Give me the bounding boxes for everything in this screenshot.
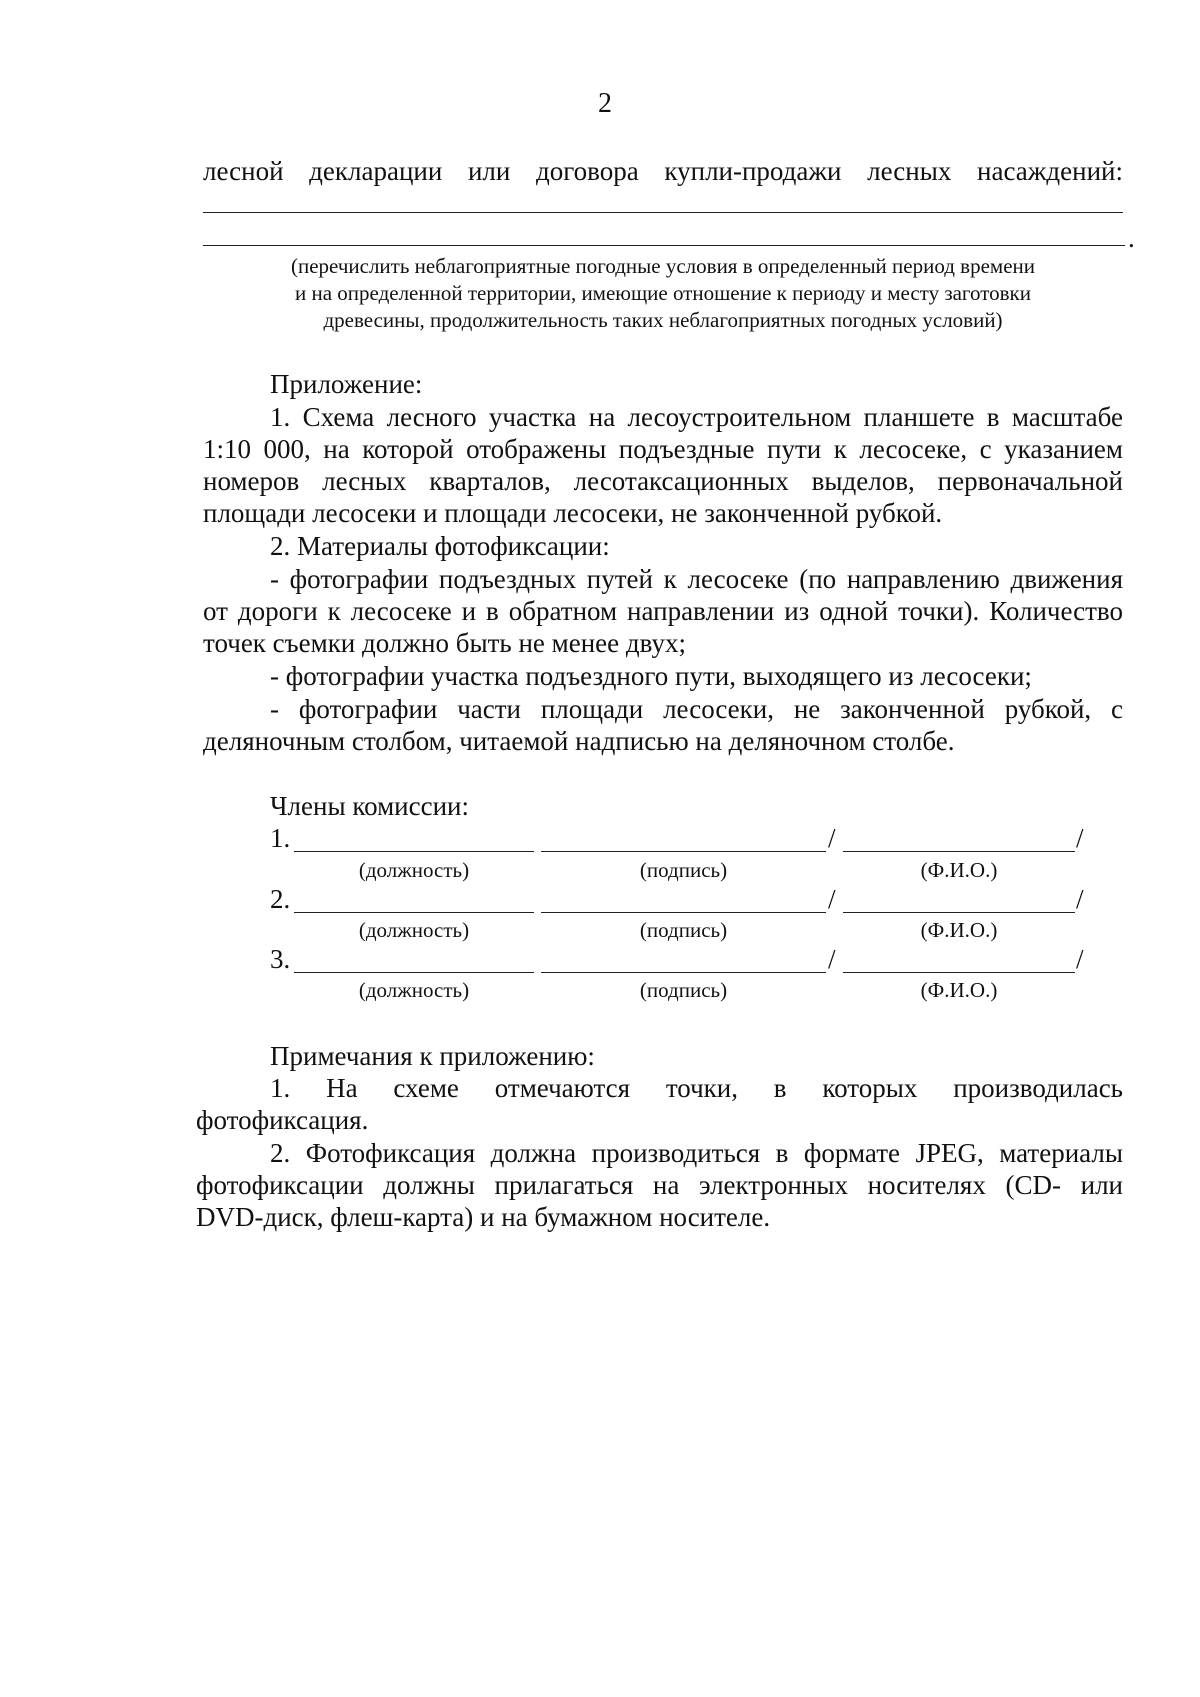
member-1-signature-label: (подпись) [639,858,728,882]
appendix-bullet1-line-1: - фотографии подъездных путей к лесосеке (по направлению движения [270,564,1123,594]
appendix-bullet3-line-1: - фотографии части площади лесосеки, не законченной рубкой, с [270,694,1123,724]
member-2-signature-label: (подпись) [639,918,728,942]
note-1-line-2: фотофиксация. [196,1105,369,1135]
member-3-name-label: (Ф.И.О.) [920,978,998,1002]
appendix-bullet2: - фотографии участка подъездного пути, выходящего из лесосеки; [270,661,1032,691]
appendix-item1-line-2: 1:10 000, на которой отображены подъездные пути к лесосеке, с указанием [203,434,1123,464]
member-2-signature-line [541,912,826,913]
appendix-item1-line-4: площади лесосеки и площади лесосеки, не законченной рубкой. [203,498,943,528]
appendix-item1-line-1: 1. Схема лесного участка на лесоустроительном планшете в масштабе [270,402,1123,432]
fill-instruction-line-3: древесины, продолжительность таких неблагоприятных погодных условий) [323,308,1003,332]
page-number: 2 [598,88,612,119]
appendix-heading: Приложение: [270,369,423,399]
appendix-item2-heading: 2. Материалы фотофиксации: [270,531,610,561]
member-3-number: 3. [270,944,291,974]
member-1-slash-2: / [1076,823,1084,853]
note-1-line-1: 1. На схеме отмечаются точки, в которых производилась [270,1073,1123,1103]
member-1-name-line [843,851,1075,852]
appendix-item1-line-3: номеров лесных кварталов, лесотаксационных выделов, первоначальной [203,466,1123,496]
fill-instruction-line-2: и на определенной территории, имеющие отношение к периоду и месту заготовки [294,281,1031,305]
member-3-slash-2: / [1076,944,1084,974]
appendix-bullet3-line-2: деляночным столбом, читаемой надписью на деляночном столбе. [203,726,955,756]
member-1-position-label: (должность) [358,858,470,882]
note-2-line-1: 2. Фотофиксация должна производиться в формате JPEG, материалы [270,1138,1123,1168]
member-1-signature-line [541,851,826,852]
member-1-slash-1: / [828,823,836,853]
member-3-slash-1: / [828,944,836,974]
member-3-position-label: (должность) [358,978,470,1002]
member-2-number: 2. [270,884,291,914]
member-2-position-line [294,912,534,913]
member-2-name-label: (Ф.И.О.) [920,918,998,942]
member-3-signature-line [541,972,826,973]
fill-line-2 [203,245,1125,246]
member-1-name-label: (Ф.И.О.) [920,858,998,882]
member-1-position-line [294,851,534,852]
note-2-line-3: DVD-диск, флеш-карта) и на бумажном носителе. [196,1202,771,1232]
member-3-name-line [843,972,1075,973]
fill-line-end-dot: . [1128,223,1135,253]
member-3-position-line [294,972,534,973]
fill-instruction-line-1: (перечислить неблагоприятные погодные условия в определенный период времени [290,254,1035,278]
fill-line-1 [203,212,1123,213]
appendix-bullet1-line-3: точек съемки должно быть не менее двух; [203,628,686,658]
member-2-position-label: (должность) [358,918,470,942]
note-2-line-2: фотофиксации должны прилагаться на электронных носителях (CD- или [196,1170,1123,1200]
member-2-slash-1: / [828,884,836,914]
appendix-bullet1-line-2: от дороги к лесосеке и в обратном направлении из одной точки). Количество [203,596,1123,626]
intro-line: лесной декларации или договора купли-продажи лесных насаждений: [203,156,1123,186]
member-1-number: 1. [270,823,291,853]
member-2-slash-2: / [1076,884,1084,914]
notes-heading: Примечания к приложению: [270,1041,595,1071]
member-3-signature-label: (подпись) [639,978,728,1002]
member-2-name-line [843,912,1075,913]
commission-heading: Члены комиссии: [270,791,469,821]
